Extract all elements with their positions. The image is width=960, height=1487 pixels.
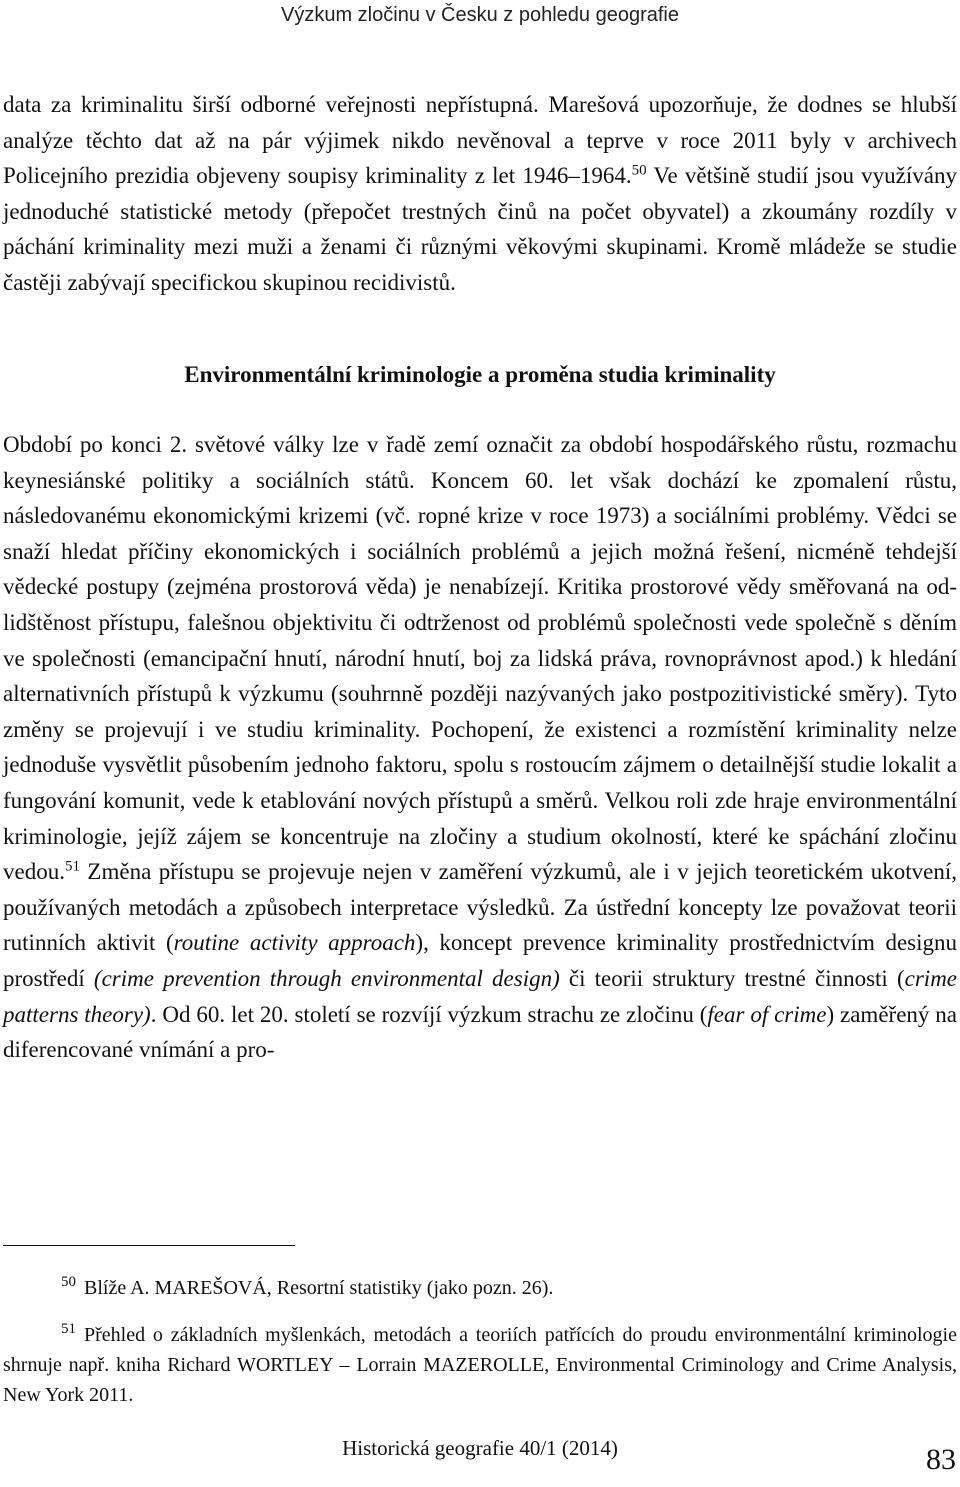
footnote-divider (3, 1245, 295, 1246)
footnote-50 (3, 1273, 957, 1303)
italic-term: (crime prevention through environmental design) (93, 965, 560, 991)
italic-term: fear of crime (707, 1001, 827, 1027)
paragraph-text: ) zaměřený na diferencované vnímání a pro- (3, 1001, 957, 1063)
body-paragraph-1 (3, 87, 957, 301)
running-header: Výzkum zločinu v Česku z pohledu geografie (281, 4, 679, 26)
paragraph-text: Období po konci 2. světové války lze v řadě zemí označit za období hospodářského růstu, rozmachu keynesiánské politiky a sociálních států. Koncem 60. let však dochází ke zpomalení růstu, následovanému ekonomickými krizemi (vč. ropné krize v roce 1973) a sociálními problémy. Vědci se snaží hledat příčiny ekonomických i sociálních problémů a jejich možná řešení, nicméně tehdejší vědecké postupy (zejména prostorová věda) je nenabízejí. Kritika prostorové vědy směřovaná na odlidštěnost přístupu, falešnou objektivitu či odtrženost od problémů společnosti vede společně s děním ve společnosti (emancipační hnutí, národní hnutí, boj za lidská práva, rovnoprávnost apod.) k hledání alternativních přístupů k výzkumu (souhrnně později nazývaných jako postpozitivistické směry). Tyto změny se projevují i ve studiu kriminality. Pochopení, že existenci a rozmístění kriminality nelze jednoduše vysvětlit působením jednoho faktoru, spolu s rostoucím zájmem o detailnější studie lokalit a fungování komunit, vede k etablování nových přístupů a směrů. Velkou roli zde hraje environmentální kriminologie, jejíž zájem se koncentruje na zločiny a studium okolností, které ke spáchání zločinu vedou. (3, 432, 957, 885)
section-heading: Environmentální kriminologie a proměna studia kriminality (184, 362, 776, 387)
footnote-text: Přehled o základních myšlenkách, metodách a teoriích patřících do proudu environmentální kriminologie shrnuje např. kniha Richard WORTLEY – Lorrain MAZEROLLE, Environmental Criminology and Crime Analysis, New York 2011. (3, 1324, 957, 1406)
footnote-text: Blíže A. MAREŠOVÁ, Resortní statistiky (jako pozn. 26). (84, 1277, 554, 1299)
paragraph-text: Ve většině studií jsou využívány jednoduché statistické metody (přepočet trestných činů na počet obyvatel) a zkoumány rozdíly v páchání kriminality mezi muži a ženami či různými věkovými skupinami. Kromě mládeže se studie častěji zabývají specifickou skupinou recidivistů. (3, 163, 957, 295)
paragraph-text: či teorii struktury trestné činnosti ( (559, 965, 905, 991)
footnote-number: 51 (61, 1321, 76, 1338)
italic-term: routine activity approach (173, 930, 416, 956)
paragraph-text: Změna přístupu se projevuje nejen v zaměření výzkumů, ale i v jejich teoretickém ukotvení, používaných metodách a způsobech interpretace výsledků. Za ústřední koncepty lze považovat teorii rutinních aktivit ( (3, 859, 957, 956)
footnote-number: 50 (61, 1274, 76, 1291)
body-paragraph-2 (3, 427, 957, 1068)
footnote-reference-50[interactable]: 50 (631, 162, 647, 179)
paragraph-text: . Od 60. let 20. století se rozvíjí výzkum strachu ze zločinu ( (150, 1001, 708, 1027)
footer-journal-title: Historická geografie 40/1 (2014) (342, 1436, 618, 1460)
paragraph-text: data za kriminalitu širší odborné veřejnosti nepřístupná. Marešová upozorňuje, že dodnes se hlubší analýze těchto dat až na pár výjimek nikdo nevěnoval a teprve v roce 2011 byly v archivech Policejního prezidia objeveny soupisy kriminality z let 1946–1964. (3, 92, 957, 189)
footnote-reference-51[interactable]: 51 (64, 858, 80, 875)
page-number: 83 (926, 1443, 956, 1476)
italic-term: crime patterns theory) (3, 965, 958, 1027)
paragraph-text: ), koncept prevence kriminality prostřednictvím designu prostředí (3, 930, 957, 991)
footnote-51 (3, 1320, 957, 1410)
